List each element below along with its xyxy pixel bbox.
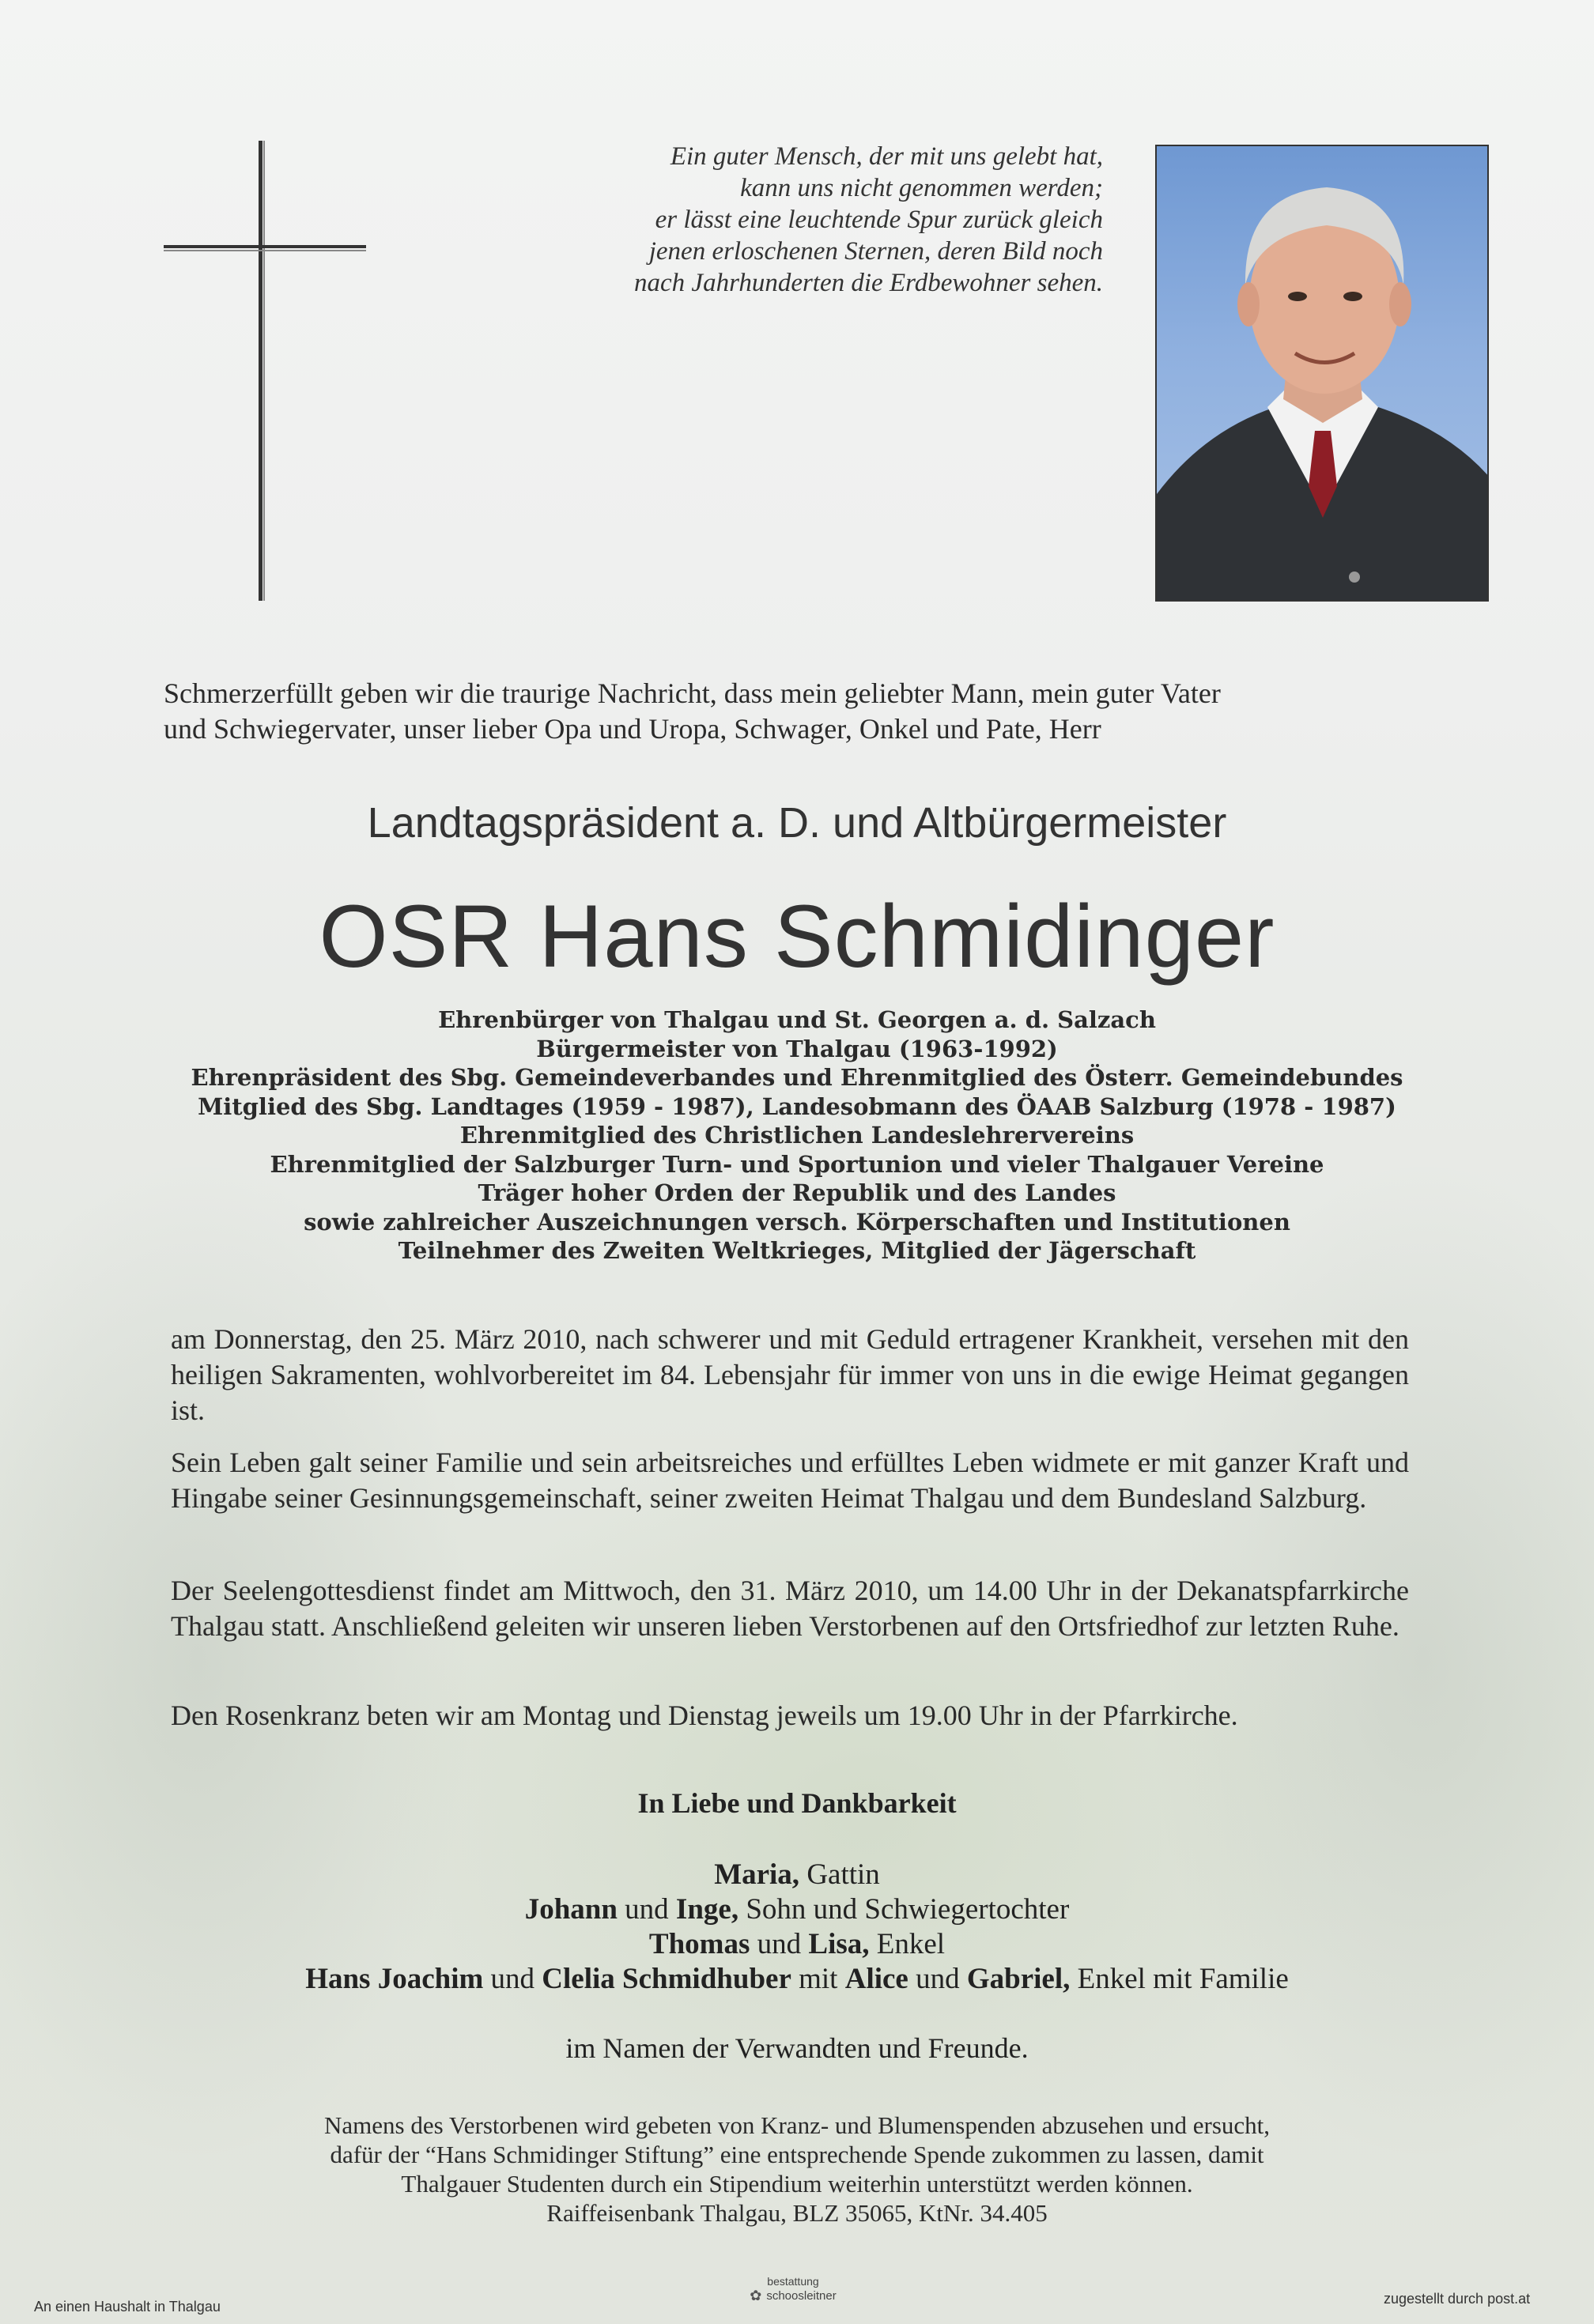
donation-line: dafür der “Hans Schmidinger Stiftung” eine entsprechende Spende zukommen zu lassen, damit bbox=[330, 2141, 1264, 2168]
family-line bbox=[0, 1892, 1594, 1927]
family-member-name: Thomas bbox=[648, 1928, 750, 1960]
honor-line: Mitglied des Sbg. Landtages (1959 - 1987), Landesobmann des ÖAAB Salzburg (1978 - 1987) bbox=[198, 1092, 1396, 1120]
logo-text-top: bestattung bbox=[767, 2275, 819, 2288]
family-line bbox=[0, 1962, 1594, 1997]
family-member-name: Gabriel, bbox=[966, 1963, 1071, 1995]
deceased-title: Landtagspräsident a. D. und Altbürgermeister bbox=[367, 799, 1227, 847]
intro-line: Schmerzerfüllt geben wir die traurige Nachricht, dass mein geliebter Mann, mein guter Vater bbox=[164, 677, 1221, 709]
honor-line: sowie zahlreicher Auszeichnungen versch. Körperschaften und Institutionen bbox=[304, 1208, 1290, 1236]
closing-line: In Liebe und Dankbarkeit bbox=[637, 1787, 957, 1819]
quote-line: jenen erloschenen Sternen, deren Bild noch bbox=[648, 237, 1103, 266]
quote-line: er lässt eine leuchtende Spur zurück gleich bbox=[655, 206, 1103, 234]
cross-icon-bar bbox=[164, 245, 366, 248]
family-connector: und bbox=[908, 1963, 967, 1995]
cross-icon bbox=[259, 141, 263, 601]
family-line bbox=[0, 1858, 1594, 1892]
honor-line: Träger hoher Orden der Republik und des Landes bbox=[478, 1179, 1116, 1206]
family-relation: Sohn und Schwiegertochter bbox=[738, 1893, 1070, 1926]
rose-icon: ✿ bbox=[750, 2288, 762, 2303]
service-paragraph: Der Seelengottesdienst findet am Mittwoch, den 31. März 2010, um 14.00 Uhr in der Dekanatspfarrkirche Thalgau statt. Anschließend geleiten wir unseren lieben Verstorbenen auf den Ortsfriedhof zur letzten Ruhe. bbox=[171, 1575, 1409, 1642]
postal-note: zugestellt durch post.at bbox=[1384, 2291, 1531, 2307]
honor-line: Ehrenmitglied der Salzburger Turn- und Sportunion und vieler Thalgauer Vereine bbox=[270, 1150, 1324, 1178]
bank-details: Raiffeisenbank Thalgau, BLZ 35065, KtNr. 34.405 bbox=[546, 2199, 1048, 2227]
honor-line: Ehrenmitglied des Christlichen Landeslehrervereins bbox=[459, 1122, 1135, 1149]
family-connector: und bbox=[617, 1893, 676, 1926]
honor-line: Ehrenbürger von Thalgau und St. Georgen a. d. Salzach bbox=[438, 1006, 1156, 1033]
quote-line: kann uns nicht genommen werden; bbox=[740, 174, 1103, 202]
logo-row bbox=[726, 2288, 860, 2304]
family-member-name: Clelia Schmidhuber bbox=[542, 1963, 791, 1995]
family-member-name: Alice bbox=[844, 1963, 908, 1995]
family-member-name: Inge, bbox=[675, 1893, 739, 1926]
family-line bbox=[0, 1927, 1594, 1962]
honor-line: Bürgermeister von Thalgau (1963-1992) bbox=[536, 1035, 1058, 1062]
logo-text-bottom: schoosleitner bbox=[766, 2289, 837, 2303]
family-list bbox=[0, 1858, 1594, 1997]
donation-line: Namens des Verstorbenen wird gebeten von Kranz- und Blumenspenden abzusehen und ersucht, bbox=[323, 2111, 1271, 2139]
donation-notice bbox=[0, 2111, 1594, 2228]
honor-line: Ehrenpräsident des Sbg. Gemeindeverbandes und Ehrenmitglied des Österr. Gemeindebundes bbox=[191, 1064, 1403, 1091]
death-paragraph: am Donnerstag, den 25. März 2010, nach schwerer und mit Geduld ertragener Krankheit, versehen mit den heiligen Sakramenten, wohlvorbereitet im 84. Lebensjahr für immer von uns in die ewige Heimat gegangen ist. bbox=[171, 1323, 1409, 1426]
on-behalf-line: im Namen der Verwandten und Freunde. bbox=[565, 2032, 1029, 2064]
portrait-photo bbox=[1155, 145, 1489, 602]
family-member-name: Hans Joachim bbox=[305, 1963, 484, 1995]
portrait-illustration bbox=[1157, 146, 1489, 602]
honor-line: Teilnehmer des Zweiten Weltkrieges, Mitglied der Jägerschaft bbox=[398, 1237, 1196, 1264]
donation-line: Thalgauer Studenten durch ein Stipendium weiterhin unterstützt werden können. bbox=[401, 2170, 1193, 2198]
quote-line: nach Jahrhunderten die Erdbewohner sehen. bbox=[634, 269, 1103, 297]
cross-icon-bar-shade bbox=[164, 250, 366, 251]
distribution-note: An einen Haushalt in Thalgau bbox=[34, 2299, 221, 2315]
quote-line: Ein guter Mensch, der mit uns gelebt hat, bbox=[670, 142, 1103, 171]
family-member-name: Lisa, bbox=[808, 1928, 870, 1960]
family-member-name: Maria, bbox=[714, 1858, 800, 1891]
family-member-name: Johann bbox=[524, 1893, 618, 1926]
memorial-quote bbox=[443, 141, 1103, 299]
announcement-intro bbox=[164, 676, 1429, 747]
honors-list bbox=[0, 1005, 1594, 1266]
family-connector: und bbox=[483, 1963, 542, 1995]
family-relation: Gattin bbox=[799, 1858, 880, 1891]
family-relation: Enkel bbox=[869, 1928, 946, 1960]
family-relation: Enkel mit Familie bbox=[1070, 1963, 1289, 1995]
family-connector: mit bbox=[791, 1963, 845, 1995]
rosary-paragraph: Den Rosenkranz beten wir am Montag und Dienstag jeweils um 19.00 Uhr in der Pfarrkirche. bbox=[171, 1700, 1238, 1731]
intro-line: und Schwiegervater, unser lieber Opa und Uropa, Schwager, Onkel und Pate, Herr bbox=[164, 713, 1101, 745]
life-paragraph: Sein Leben galt seiner Familie und sein arbeitsreiches und erfülltes Leben widmete er mit ganzer Kraft und Hingabe seiner Gesinnungsgemeinschaft, seiner zweiten Heimat Thalgau und dem Bundesland Salzburg. bbox=[171, 1447, 1409, 1514]
family-connector: und bbox=[750, 1928, 809, 1960]
deceased-name: OSR Hans Schmidinger bbox=[319, 887, 1275, 986]
funeral-home-logo bbox=[726, 2275, 860, 2322]
cross-icon-shade bbox=[263, 141, 265, 601]
